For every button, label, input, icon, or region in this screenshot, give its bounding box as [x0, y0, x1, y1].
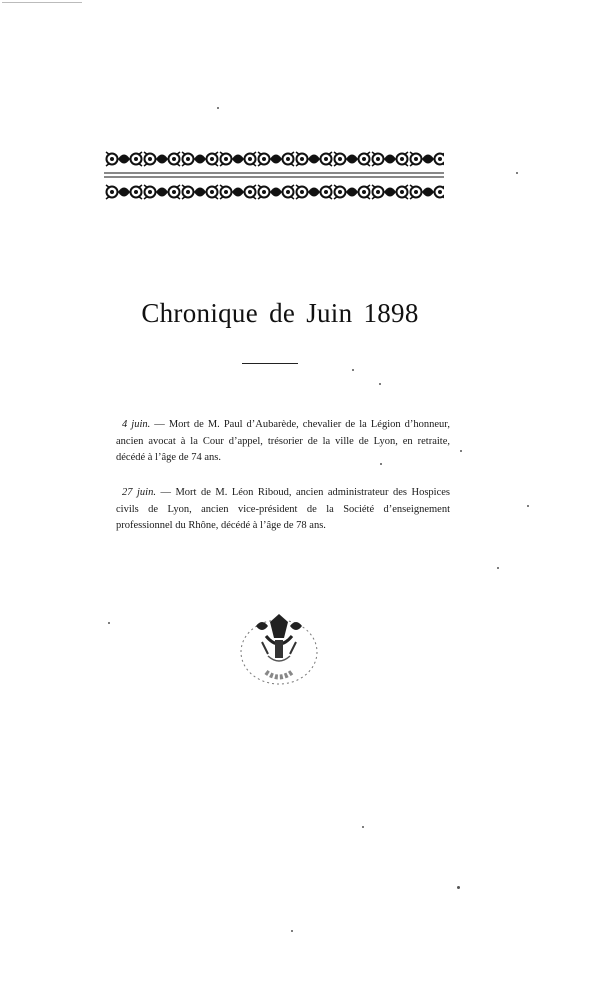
scan-speck	[108, 622, 110, 624]
scan-speck	[497, 567, 499, 569]
entry-text: — Mort de M. Léon Riboud, ancien administrateur des Hospices civils de Lyon, ancien vice-président de la Société d’enseignement professionnel du Rhône, décédé à l’âge de 78 ans.	[116, 487, 450, 531]
scan-speck	[362, 826, 364, 828]
scan-speck	[352, 369, 354, 371]
scan-speck	[291, 930, 293, 932]
scan-speck	[527, 505, 529, 507]
entry-date: 4 juin.	[122, 419, 151, 430]
scan-speck	[460, 450, 462, 452]
scan-edge-mark	[2, 2, 82, 6]
scan-speck	[380, 463, 382, 465]
library-stamp-icon	[232, 612, 326, 692]
page-title: Chronique de Juin 1898	[141, 298, 419, 328]
title-divider	[242, 363, 298, 364]
scan-speck	[379, 383, 381, 385]
scan-speck	[457, 886, 460, 889]
scan-speck	[217, 107, 219, 109]
entry-text: — Mort de M. Paul d’Aubarède, chevalier de la Légion d’honneur, ancien avocat à la Cour d’appel, trésorier de la ville de Lyon, en retraite, décédé à l’âge de 74 ans.	[116, 419, 451, 463]
scan-speck	[516, 172, 518, 174]
chronicle-entry	[116, 417, 450, 467]
entry-date: 27 juin.	[122, 487, 156, 498]
chronicle-entry	[116, 485, 450, 535]
floral-headpiece-icon	[104, 146, 444, 208]
